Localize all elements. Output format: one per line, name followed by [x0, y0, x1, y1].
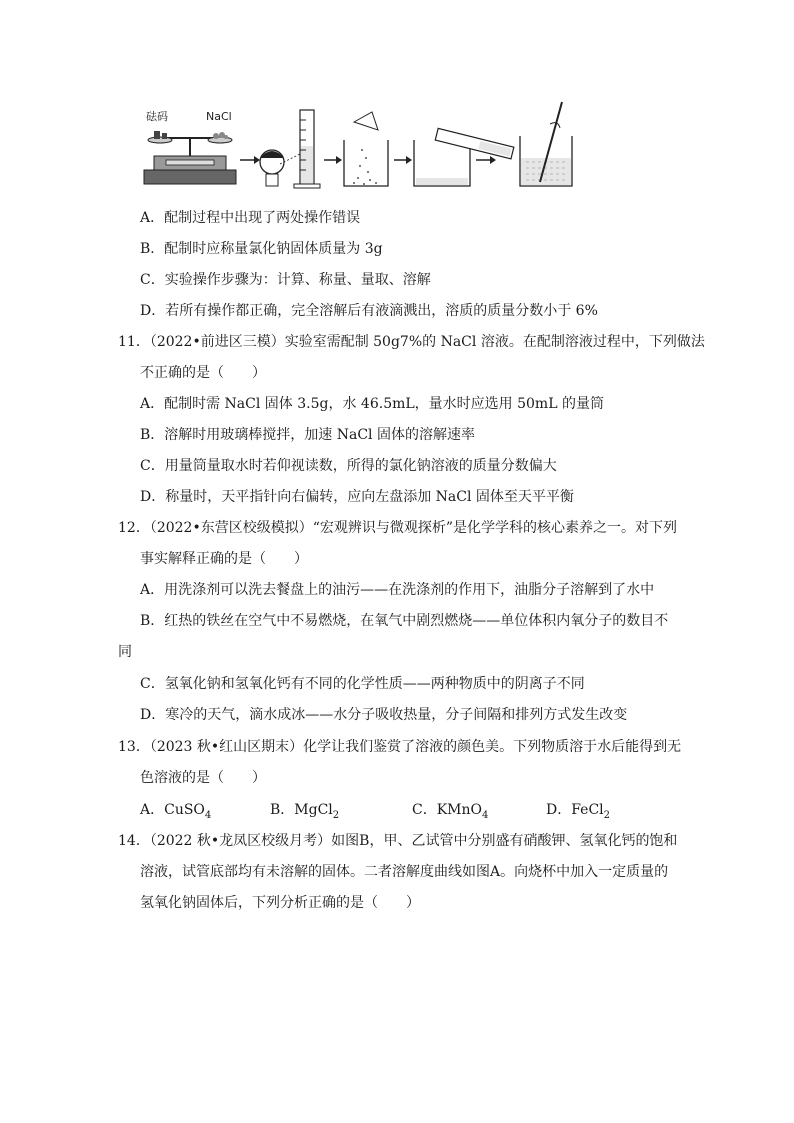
- q13-option-c: C．KMnO$_4$: [412, 802, 489, 821]
- q13-stem-line2: 色溶液的是（ ）: [140, 770, 266, 786]
- q10-option-d: D．若所有操作都正确，完全溶解后有液滴溅出，溶质的质量分数小于 6%: [140, 303, 598, 319]
- q10-option-b: B．配制时应称量氯化钠固体质量为 3g: [140, 241, 383, 257]
- q12-stem-line1: 12．（2022•东营区校级模拟）“宏观辨识与微观探析”是化学学科的核心素养之一。对下列: [118, 520, 678, 536]
- q11-stem-line2: 不正确的是（ ）: [140, 365, 266, 381]
- q11-option-a: A．配制时需 NaCl 固体 3.5g，水 46.5mL，量水时应选用 50mL 的量筒: [140, 396, 604, 412]
- q13-stem-line1: 13．（2023 秋•红山区期末）化学让我们鉴赏了溶液的颜色美。下列物质溶于水后能得到无: [118, 739, 682, 755]
- q14-stem-line2: 溶液，试管底部均有未溶解的固体。二者溶解度曲线如图A。向烧杯中加入一定质量的: [140, 864, 669, 880]
- stirring-beaker-icon: [520, 102, 572, 186]
- q12-option-c: C．氢氧化钠和氢氧化钙有不同的化学性质——两种物质中的阴离子不同: [140, 676, 585, 692]
- beaker-pour-icon: [414, 128, 514, 186]
- q12-option-a: A．用洗涤剂可以洗去餐盘上的油污——在洗涤剂的作用下，油脂分子溶解到了水中: [140, 582, 655, 598]
- q10-option-c: C．实验操作步骤为：计算、称量、量取、溶解: [140, 272, 431, 288]
- q13-option-a: A．CuSO$_4$: [140, 802, 212, 821]
- q10-option-a: A．配制过程中出现了两处操作错误: [140, 210, 361, 226]
- label-weights: 砝码: [146, 110, 168, 123]
- q12-option-d: D．寒冷的天气，滴水成冰——水分子吸收热量，分子间隔和排列方式发生改变: [140, 707, 628, 723]
- q13-options: [140, 800, 680, 820]
- q14-stem-line3: 氢氧化钠固体后，下列分析正确的是（ ）: [140, 895, 420, 911]
- graduated-cylinder-icon: [294, 110, 320, 188]
- q11-option-c: C．用量筒量取水时若仰视读数，所得的氯化钠溶液的质量分数偏大: [140, 458, 557, 474]
- q13-option-d: D．FeCl$_2$: [546, 802, 611, 821]
- q12-stem-line2: 事实解释正确的是（ ）: [140, 551, 308, 567]
- q14-stem-line1: 14．（2022 秋•龙凤区校级月考）如图B，甲、乙试管中分别盛有硝酸钾、氢氧化钙的饱和: [118, 833, 678, 849]
- balance-icon: [144, 131, 236, 184]
- q11-stem-line1: 11．（2022•前进区三模）实验室需配制 50g7%的 NaCl 溶液。在配制溶液过程中，下列做法: [118, 334, 705, 350]
- q11-option-b: B．溶解时用玻璃棒搅拌，加速 NaCl 固体的溶解速率: [140, 427, 475, 443]
- q12-option-b-line1: B．红热的铁丝在空气中不易燃烧，在氧气中剧烈燃烧——单位体积内氧分子的数目不: [140, 613, 669, 629]
- beaker-icon: [344, 112, 388, 186]
- q11-option-d: D．称量时，天平指针向右偏转，应向左盘添加 NaCl 固体至天平平衡: [140, 489, 574, 505]
- q12-option-b-line2: 同: [118, 644, 132, 660]
- label-nacl: NaCl: [206, 110, 232, 123]
- q13-option-b: B．MgCl$_2$: [270, 802, 340, 821]
- experiment-figure: [140, 100, 580, 192]
